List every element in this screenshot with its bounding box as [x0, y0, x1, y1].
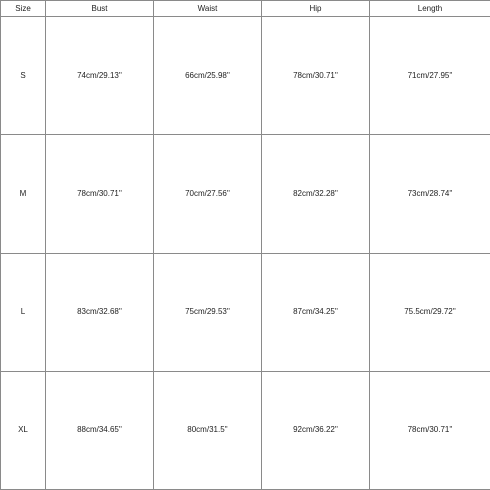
size-cell: XL [1, 371, 46, 489]
bust-cell: 78cm/30.71'' [46, 135, 154, 253]
header-length: Length [370, 1, 490, 17]
header-waist: Waist [154, 1, 262, 17]
bust-cell: 88cm/34.65'' [46, 371, 154, 489]
length-cell: 78cm/30.71'' [370, 371, 490, 489]
header-row [1, 1, 490, 17]
hip-cell: 92cm/36.22'' [262, 371, 370, 489]
waist-cell: 70cm/27.56'' [154, 135, 262, 253]
table-row [1, 17, 490, 135]
size-cell: M [1, 135, 46, 253]
header-bust: Bust [46, 1, 154, 17]
hip-cell: 87cm/34.25'' [262, 253, 370, 371]
table-row [1, 253, 490, 371]
waist-cell: 80cm/31.5'' [154, 371, 262, 489]
length-cell: 71cm/27.95'' [370, 17, 490, 135]
bust-cell: 83cm/32.68'' [46, 253, 154, 371]
size-cell: S [1, 17, 46, 135]
header-size: Size [1, 1, 46, 17]
hip-cell: 78cm/30.71'' [262, 17, 370, 135]
header-hip: Hip [262, 1, 370, 17]
length-cell: 73cm/28.74'' [370, 135, 490, 253]
table-row [1, 371, 490, 489]
waist-cell: 75cm/29.53'' [154, 253, 262, 371]
table-row [1, 135, 490, 253]
length-cell: 75.5cm/29.72'' [370, 253, 490, 371]
size-cell: L [1, 253, 46, 371]
waist-cell: 66cm/25.98'' [154, 17, 262, 135]
bust-cell: 74cm/29.13'' [46, 17, 154, 135]
hip-cell: 82cm/32.28'' [262, 135, 370, 253]
